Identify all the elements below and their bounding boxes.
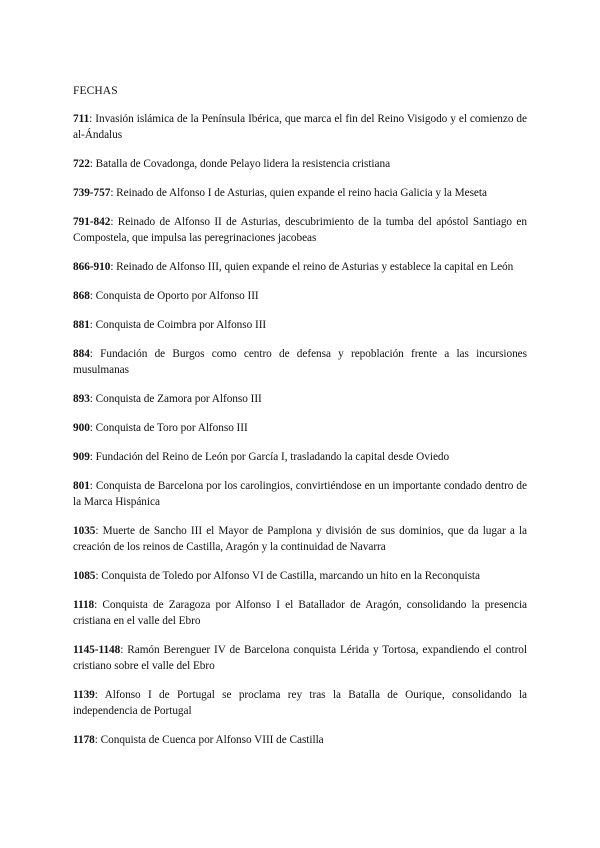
- entry-year: 1145-1148: [73, 644, 121, 656]
- date-entry: [73, 346, 527, 378]
- entry-year: 884: [73, 348, 90, 360]
- entry-year: 1085: [73, 570, 96, 582]
- entry-text: : Conquista de Zamora por Alfonso III: [89, 393, 262, 405]
- date-entry: [73, 317, 527, 333]
- page-heading: FECHAS: [73, 85, 118, 97]
- entry-year: 1118: [73, 599, 95, 611]
- date-entry: [73, 420, 527, 436]
- date-entry: [73, 156, 527, 172]
- entry-text: : Conquista de Barcelona por los carolingios, convirtiéndose en un importante condado dentro de la Marca Hispánica: [73, 480, 527, 508]
- date-entry: [73, 687, 527, 719]
- date-entry: [73, 185, 527, 201]
- date-entry: [73, 288, 527, 304]
- entry-text: : Ramón Berenguer IV de Barcelona conquista Lérida y Tortosa, expandiendo el control cristiano sobre el valle del Ebro: [73, 644, 527, 672]
- entry-year: 868: [73, 290, 90, 302]
- entry-text: : Alfonso I de Portugal se proclama rey tras la Batalla de Ourique, consolidando la independencia de Portugal: [73, 689, 527, 717]
- date-entry: [73, 732, 527, 748]
- date-entry: [73, 642, 527, 674]
- entry-year: 801: [73, 480, 90, 492]
- date-entry: [73, 111, 527, 143]
- entry-text: : Muerte de Sancho III el Mayor de Pamplona y división de sus dominios, que da lugar a la creación de los reinos de Castilla, Aragón y la continuidad de Navarra: [73, 525, 527, 553]
- date-entry: [73, 568, 527, 584]
- entry-text: : Conquista de Oporto por Alfonso III: [89, 290, 259, 302]
- entry-text: : Reinado de Alfonso II de Asturias, descubrimiento de la tumba del apóstol Santiago en Compostela, que impulsa las peregrinaciones jacobeas: [73, 216, 527, 244]
- entry-text: : Fundación del Reino de León por García I, trasladando la capital desde Oviedo: [89, 451, 450, 463]
- entry-text: : Reinado de Alfonso I de Asturias, quien expande el reino hacia Galicia y la Meseta: [110, 187, 487, 199]
- entry-year: 1139: [73, 689, 95, 701]
- entry-year: 722: [73, 158, 90, 170]
- date-entry: [73, 523, 527, 555]
- document-body: [73, 84, 527, 761]
- entry-text: : Fundación de Burgos como centro de defensa y repoblación frente a las incursiones musulmanas: [73, 348, 527, 376]
- entry-year: 900: [73, 422, 90, 434]
- entry-year: 866-910: [73, 261, 111, 273]
- entry-year: 791-842: [73, 216, 111, 228]
- date-entry: [73, 449, 527, 465]
- date-entry: [73, 597, 527, 629]
- entry-text: : Conquista de Toledo por Alfonso VI de Castilla, marcando un hito en la Reconquista: [95, 570, 480, 582]
- date-entry: [73, 259, 527, 275]
- entry-year: 893: [73, 393, 90, 405]
- entry-year: 909: [73, 451, 90, 463]
- entry-text: : Conquista de Cuenca por Alfonso VIII de Castilla: [94, 734, 324, 746]
- entry-text: : Conquista de Zaragoza por Alfonso I el Batallador de Aragón, consolidando la presencia cristiana en el valle del Ebro: [73, 599, 527, 627]
- entry-text: : Conquista de Coimbra por Alfonso III: [89, 319, 267, 331]
- entry-text: : Invasión islámica de la Península Ibérica, que marca el fin del Reino Visigodo y el comienzo de al-Ándalus: [73, 113, 527, 141]
- entry-text: : Reinado de Alfonso III, quien expande el reino de Asturias y establece la capital en León: [110, 261, 514, 273]
- entry-year: 881: [73, 319, 90, 331]
- entry-text: : Batalla de Covadonga, donde Pelayo lidera la resistencia cristiana: [89, 158, 391, 170]
- entry-text: : Conquista de Toro por Alfonso III: [89, 422, 248, 434]
- entry-year: 1178: [73, 734, 95, 746]
- entry-year: 1035: [73, 525, 96, 537]
- date-entry: [73, 391, 527, 407]
- date-entry: [73, 214, 527, 246]
- entry-year: 739-757: [73, 187, 111, 199]
- entry-year: 711: [73, 113, 90, 125]
- date-entry: [73, 478, 527, 510]
